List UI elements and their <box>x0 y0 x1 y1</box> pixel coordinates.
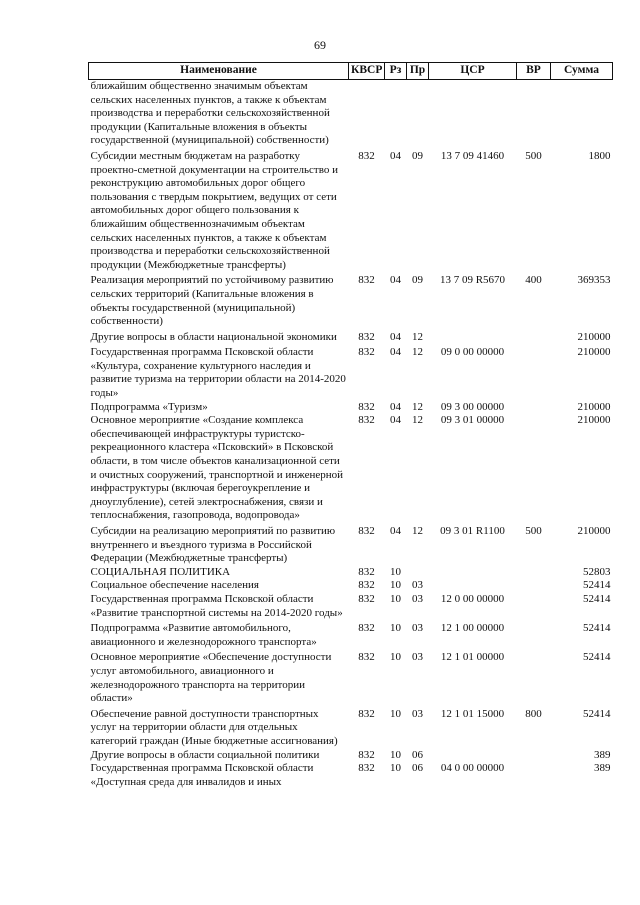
cell-sum: 210000 <box>577 525 611 537</box>
cell-pr <box>407 566 429 580</box>
cell-name: Реализация мероприятий по устойчивому развитию сельских территорий (Капитальные вложения в объекты государственной (муниципальной) собственности) <box>90 274 334 328</box>
table-row <box>89 414 613 523</box>
cell-pr: 12 <box>412 414 423 427</box>
cell-vr <box>517 80 551 148</box>
table-row <box>89 749 613 763</box>
cell-pr: 03 <box>412 707 423 720</box>
table-row <box>89 620 613 649</box>
table-row <box>89 80 613 148</box>
table-row <box>89 579 613 593</box>
cell-pr: 06 <box>412 748 423 761</box>
table-row <box>89 523 613 566</box>
cell-kvsr: 832 <box>358 565 375 578</box>
cell-sum: 52414 <box>583 579 611 592</box>
cell-vr <box>517 762 551 789</box>
cell-csr: 13 7 09 R5670 <box>439 274 506 287</box>
table-row <box>89 706 613 749</box>
cell-rz: 10 <box>390 651 401 664</box>
cell-sum: 389 <box>594 762 611 775</box>
header-rz: Рз <box>385 63 407 80</box>
cell-name: Другие вопросы в области социальной политики <box>90 748 320 761</box>
cell-name: Государственная программа Псковской области «Развитие транспортной системы на 2014-2020 годы» <box>90 592 343 619</box>
cell-vr <box>517 344 551 400</box>
table-row <box>89 272 613 328</box>
cell-rz: 04 <box>390 149 401 162</box>
cell-vr <box>517 566 551 580</box>
cell-pr: 03 <box>412 579 423 592</box>
table-header-row <box>89 63 613 80</box>
header-pr: Пр <box>407 63 429 80</box>
cell-rz: 10 <box>390 592 401 605</box>
cell-rz: 10 <box>390 579 401 592</box>
cell-kvsr <box>349 80 385 148</box>
cell-kvsr: 832 <box>358 346 375 359</box>
cell-sum: 210000 <box>577 400 611 413</box>
cell-vr <box>517 649 551 705</box>
cell-name: Подпрограмма «Развитие автомобильного, авиационного и железнодорожного транспорта» <box>90 622 317 648</box>
cell-pr: 12 <box>412 400 423 413</box>
cell-vr: 400 <box>525 274 542 287</box>
cell-name: Государственная программа Псковской области «Культура, сохранение культурного наследия и развитие туризма на территории области на 2014-2020 годы» <box>90 346 346 400</box>
cell-kvsr: 832 <box>358 525 375 537</box>
cell-pr <box>407 80 429 148</box>
cell-csr: 12 1 01 00000 <box>440 651 505 664</box>
cell-csr: 09 3 00 00000 <box>440 400 505 413</box>
cell-kvsr: 832 <box>358 622 375 635</box>
cell-sum: 52414 <box>583 622 611 635</box>
cell-rz <box>385 80 407 148</box>
cell-vr <box>517 620 551 649</box>
cell-rz: 04 <box>390 330 401 343</box>
cell-kvsr: 832 <box>358 274 375 287</box>
cell-vr <box>517 414 551 523</box>
cell-csr: 04 0 00 00000 <box>440 762 505 775</box>
cell-sum: 1800 <box>588 149 611 162</box>
cell-csr: 09 3 01 R1100 <box>440 525 505 537</box>
cell-rz: 04 <box>390 346 401 359</box>
cell-name: Другие вопросы в области национальной экономики <box>90 330 337 343</box>
cell-rz: 10 <box>390 748 401 761</box>
cell-csr <box>429 579 517 593</box>
cell-csr: 12 1 01 15000 <box>440 707 505 720</box>
cell-sum: 52414 <box>583 707 611 720</box>
cell-sum: 369353 <box>577 274 611 287</box>
cell-rz: 04 <box>390 414 401 427</box>
cell-csr <box>429 80 517 148</box>
cell-sum: 210000 <box>577 414 611 427</box>
cell-sum: 52414 <box>583 651 611 664</box>
table-row <box>89 649 613 705</box>
table-body <box>89 80 613 790</box>
cell-rz: 10 <box>390 622 401 635</box>
budget-table <box>88 62 613 789</box>
cell-vr <box>517 749 551 763</box>
cell-name: СОЦИАЛЬНАЯ ПОЛИТИКА <box>90 565 231 578</box>
table-row <box>89 762 613 789</box>
cell-kvsr: 832 <box>358 651 375 664</box>
cell-rz: 04 <box>390 525 401 537</box>
cell-name: Субсидии на реализацию мероприятий по развитию внутреннего и въездного туризма в Российской Федерации (Межбюджетные трансферты) <box>90 525 336 565</box>
table-row <box>89 593 613 620</box>
cell-sum: 52803 <box>583 565 611 578</box>
cell-vr <box>517 593 551 620</box>
cell-name: Основное мероприятие «Обеспечение доступности услуг автомобильного, авиационного и железнодорожного транспорта на территории области» <box>90 651 332 705</box>
cell-sum: 210000 <box>577 330 611 343</box>
cell-kvsr: 832 <box>358 414 375 427</box>
cell-name: Обеспечение равной доступности транспортных услуг на территории области для отдельных категорий граждан (Иные бюджетные ассигнования) <box>90 707 338 747</box>
cell-name: ближайшим общественно значимым объектам сельских населенных пунктов, а также к объектам производства и переработки сельскохозяйственной продукции (Капитальные вложения в объекты государственной (муниципальной) собственности) <box>90 80 330 147</box>
header-vr: ВР <box>517 63 551 80</box>
cell-name: Субсидии местным бюджетам на разработку проектно-сметной документации на строительство и реконструкцию автомобильных дорог общего пользования с твердым покрытием, ведущих от сети автомобильных дорог общего пользования к ближайшим общественнозначимым объектам сельских населенных пунктов, а также к объектам производства и переработки сельскохозяйственной продукции (Межбюджетные трансферты) <box>90 149 338 271</box>
table-row <box>89 566 613 580</box>
cell-vr: 500 <box>525 525 542 537</box>
cell-pr: 03 <box>412 622 423 635</box>
cell-name: Социальное обеспечение населения <box>90 579 259 592</box>
cell-vr <box>517 579 551 593</box>
cell-csr: 12 1 00 00000 <box>440 622 505 635</box>
cell-csr: 09 0 00 00000 <box>440 346 505 359</box>
cell-csr: 13 7 09 41460 <box>440 149 505 162</box>
table-row <box>89 329 613 345</box>
cell-csr: 09 3 01 00000 <box>440 414 505 427</box>
cell-csr <box>429 566 517 580</box>
header-name: Наименование <box>89 63 349 80</box>
cell-rz: 10 <box>390 707 401 720</box>
cell-name: Основное мероприятие «Создание комплекса обеспечивающей инфраструктуры туристско-рекреационного кластера «Псковский» в Псковской области, в том числе объектов канализационной сети и очистных сооружений, транспортной и инженерной инфраструктуры (включая берегоукрепление и дноуглубление), сетей электроснабжения, связи и теплоснабжения, газопровода, водопровода» <box>90 414 344 522</box>
cell-vr <box>517 401 551 415</box>
table-row <box>89 401 613 415</box>
cell-kvsr: 832 <box>358 748 375 761</box>
cell-vr: 500 <box>525 149 542 162</box>
cell-csr <box>429 329 517 345</box>
cell-kvsr: 832 <box>358 330 375 343</box>
cell-sum: 389 <box>594 748 611 761</box>
cell-pr: 09 <box>412 149 423 162</box>
cell-name: Государственная программа Псковской области «Доступная среда для инвалидов и иных <box>90 762 314 788</box>
cell-sum: 52414 <box>583 592 611 605</box>
cell-csr: 12 0 00 00000 <box>440 592 505 605</box>
cell-pr: 12 <box>412 330 423 343</box>
cell-vr <box>517 329 551 345</box>
cell-kvsr: 832 <box>358 400 375 413</box>
cell-name: Подпрограмма «Туризм» <box>90 400 208 413</box>
cell-pr: 12 <box>412 525 423 537</box>
cell-sum: 210000 <box>577 346 611 359</box>
cell-sum <box>551 80 613 148</box>
page-number: 69 <box>314 38 326 52</box>
cell-kvsr: 832 <box>358 762 375 775</box>
cell-kvsr: 832 <box>358 592 375 605</box>
cell-pr: 12 <box>412 346 423 359</box>
cell-rz: 10 <box>390 762 401 775</box>
cell-kvsr: 832 <box>358 149 375 162</box>
cell-rz: 04 <box>390 274 401 287</box>
cell-pr: 03 <box>412 651 423 664</box>
cell-pr: 06 <box>412 762 423 775</box>
cell-pr: 09 <box>412 274 423 287</box>
cell-kvsr: 832 <box>358 579 375 592</box>
cell-kvsr: 832 <box>358 707 375 720</box>
header-csr: ЦСР <box>429 63 517 80</box>
header-sum: Сумма <box>551 63 613 80</box>
header-kvsr: КВСР <box>349 63 385 80</box>
table-row <box>89 148 613 272</box>
cell-rz: 04 <box>390 400 401 413</box>
cell-csr <box>429 749 517 763</box>
cell-rz: 10 <box>390 565 401 578</box>
cell-pr: 03 <box>412 592 423 605</box>
cell-vr: 800 <box>525 707 542 720</box>
table-row <box>89 344 613 400</box>
